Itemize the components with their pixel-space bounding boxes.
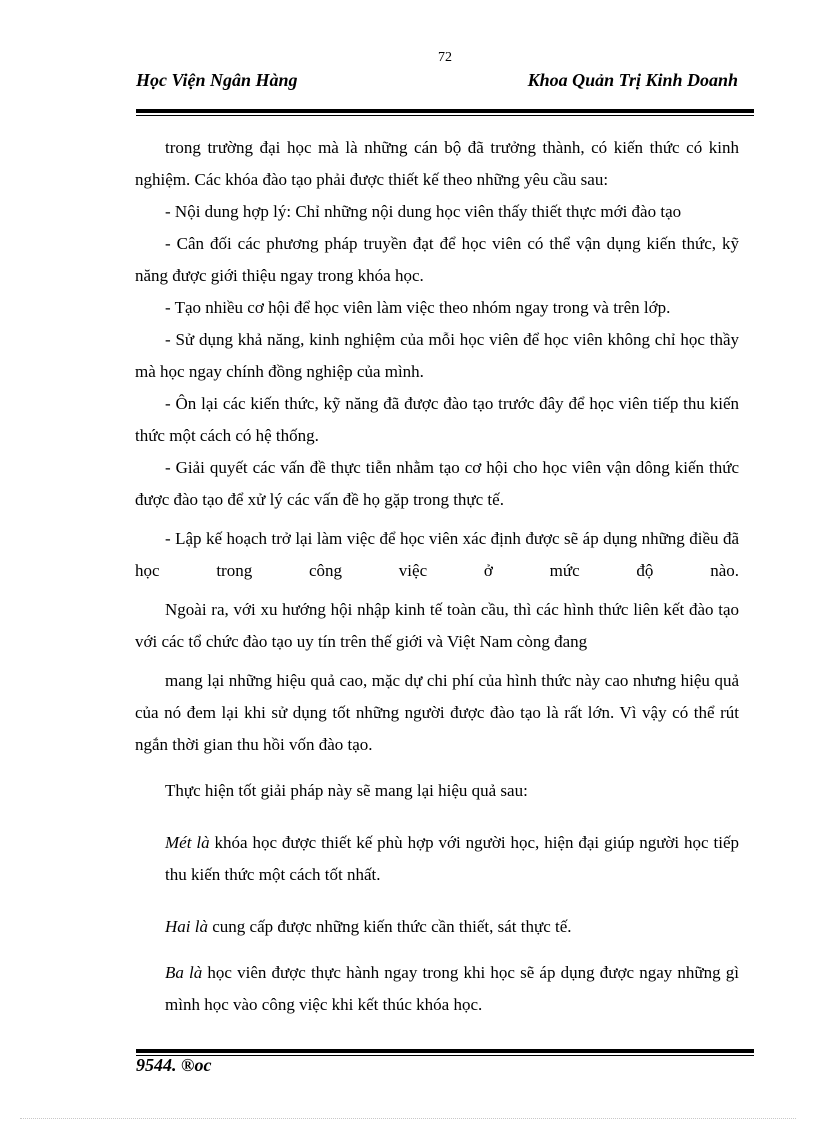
list-item-practice: - Giải quyết các vấn đề thực tiễn nhằm tạo cơ hội cho học viên vận dông kiến thức được đào tạo để xử lý các vấn đề họ gặp trong thực tế. <box>135 458 739 509</box>
result-third <box>135 957 739 1021</box>
result-second <box>135 911 739 943</box>
result-first <box>135 827 739 891</box>
footer-rule <box>136 1049 754 1056</box>
list-item-plan: - Lập kế hoạch trở lại làm việc để học viên xác định được sẽ áp dụng những điều đã học trong công việc ở mức độ nào. <box>135 529 739 580</box>
result-second-text: cung cấp được những kiến thức cần thiết, sát thực tế. <box>207 917 572 936</box>
document-body <box>135 132 739 1021</box>
paragraph-efficiency: mang lại những hiệu quả cao, mặc dự chi phí của hình thức này cao nhưng hiệu quả của nó đem lại khi sử dụng tốt những người được đào tạo là rất lớn. Vì vậy có thể rút ngắn thời gian thu hồi vốn đào tạo. <box>135 671 739 754</box>
result-third-text: học viên được thực hành ngay trong khi học sẽ áp dụng được ngay những gì mình học vào công việc khi kết thúc khóa học. <box>165 963 739 1014</box>
list-item-content: - Nội dung hợp lý: Chỉ những nội dung học viên thấy thiết thực mới đào tạo <box>165 202 682 221</box>
list-item-review: - Ôn lại các kiến thức, kỹ năng đã được đào tạo trước đây để học viên tiếp thu kiến thức một cách có hệ thống. <box>135 394 739 445</box>
page-number: 72 <box>438 50 452 65</box>
paragraph-results-intro: Thực hiện tốt giải pháp này sẽ mang lại hiệu quả sau: <box>165 781 528 800</box>
header-institution: Học Viện Ngân Hàng <box>136 70 298 90</box>
paragraph-integration: Ngoài ra, với xu hướng hội nhập kinh tế toàn cầu, thì các hình thức liên kết đào tạo với các tổ chức đào tạo uy tín trên thế giới và Việt Nam còng đang <box>135 600 739 651</box>
result-third-lead: Ba là <box>165 963 203 982</box>
list-item-experience: - Sử dụng khả năng, kinh nghiệm của mỗi học viên để học viên không chỉ học thầy mà học ngay chính đồng nghiệp của mình. <box>135 330 739 381</box>
header-rule <box>136 109 754 116</box>
paragraph-intro: trong trường đại học mà là những cán bộ đã trưởng thành, có kiến thức có kinh nghiệm. Các khóa đào tạo phải được thiết kế theo những yêu cầu sau: <box>135 138 739 189</box>
result-second-lead: Hai là <box>165 917 208 936</box>
page-edge-divider <box>20 1118 796 1119</box>
result-first-text: khóa học được thiết kế phù hợp với người học, hiện đại giúp người học tiếp thu kiến thức một cách tốt nhất. <box>165 833 740 884</box>
list-item-methods: - Cân đối các phương pháp truyền đạt để học viên có thể vận dụng kiến thức, kỹ năng được giới thiệu ngay trong khóa học. <box>135 234 739 285</box>
footer-filename: 9544. ®oc <box>136 1055 212 1075</box>
result-first-lead: Mét là <box>165 833 210 852</box>
header-faculty: Khoa Quản Trị Kinh Doanh <box>527 70 738 90</box>
list-item-groupwork: - Tạo nhiều cơ hội để học viên làm việc theo nhóm ngay trong và trên lớp. <box>165 298 671 317</box>
